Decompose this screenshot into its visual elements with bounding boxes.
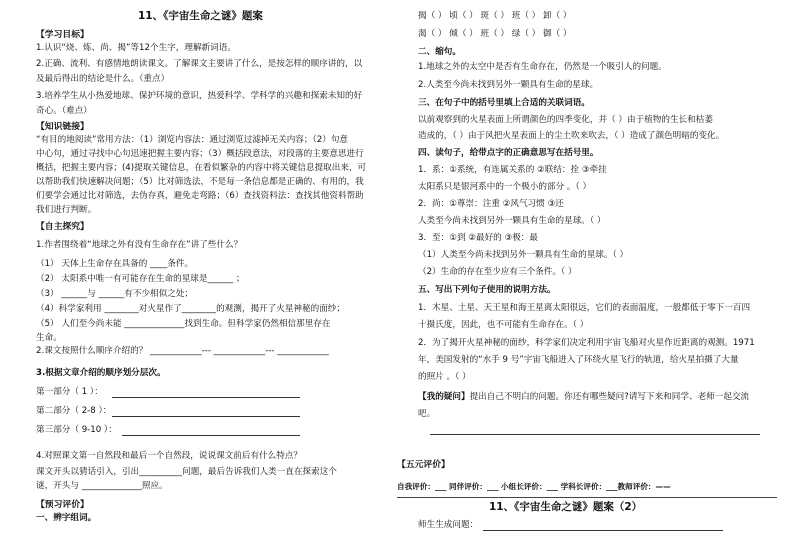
q1-item: 生命。 — [36, 333, 62, 343]
link-line: 中心句，通过寻找中心句迅速把握主要内容；（3）概括段意法，对段落的主要意思进行 — [36, 149, 364, 159]
sec5-line: 的照片 。（ ） — [418, 372, 471, 382]
sec4-line: 3．至：①到 ②最好的 ③极：最 — [418, 233, 538, 243]
goal-line: 2.正确、流利、有感情地朗读课文。了解课文主要讲了什么，是按怎样的顺序讲的，以 — [36, 59, 363, 69]
link-line: 我们进行判断。 — [36, 205, 97, 215]
my-question-text-2: 吧。 — [418, 409, 436, 419]
question-row — [418, 392, 749, 403]
sec3-line: 造成的，（ ）由于风把火星表面上的尘土吹来吹去，（ ）造成了颜色明暗的变化。 — [418, 131, 725, 141]
section-4-header: 四、读句子，给带点字的正确意思写在括号里。 — [418, 148, 599, 158]
link-line: 概括，把握主要内容；(4)提取关键信息，在看似繁杂的内容中将关键信息提取出来，可 — [36, 163, 367, 173]
sec4-line: （1）人类至今尚未找到另外一颗具有生命的星球。（ ） — [418, 250, 629, 260]
eval-line: 自我评价：___ 同伴评价：___ 小组长评价：___ 学科长评价：___教师评价：—— — [397, 482, 671, 491]
sec4-line: 人类至今尚未找到另外一颗具有生命的星球。（ ） — [418, 216, 606, 226]
section-5-header: 五、写出下列句子使用的说明方法。 — [418, 285, 556, 295]
preview-header: 【预习评价】 — [36, 500, 89, 510]
part-label: 第二部分（ 2-8 ）： — [36, 406, 112, 416]
question-3: 3.根据文章介绍的顺序划分层次。 — [36, 368, 166, 378]
sec2-item: 2.人类至今尚未找到另外一颗具有生命的星球。 — [418, 80, 599, 90]
part-label: 第一部分（ 1 ）： — [36, 387, 103, 397]
word-row: 揭（ ） 顷（ ） 斑（ ） 班（ ） 卸（ ） — [418, 11, 572, 21]
word-row: 渴（ ） 倾（ ） 班（ ） 绿（ ） 御（ ） — [418, 29, 572, 39]
goal-line: 及最后得出的结论是什么。（重点） — [36, 74, 170, 84]
goal-line: 1.认识“烧、炼、尚、揭”等12个生字，理解新词语。 — [36, 43, 236, 53]
my-question-header: 【我的疑问】 — [418, 392, 470, 402]
sec4-line: 1．系：①系统，有连属关系的 ②联结：拴 ③牵挂 — [418, 165, 607, 175]
link-line: 以帮助我们快速解决问题；（5）比对筛选法，不是每一条信息都是正确的、有用的，我 — [36, 177, 364, 187]
page-title-2: 11、《宇宙生命之谜》题案（2） — [489, 501, 643, 513]
q4-line: 谜，开头与 ______________照应。 — [36, 481, 168, 491]
right-column — [397, 0, 794, 560]
links-header: 【知识链接】 — [36, 122, 89, 132]
section-2-header: 二、缩句。 — [418, 47, 461, 57]
sec4-line: 2．尚：①尊崇：注重 ②风气习惯 ③还 — [418, 199, 564, 209]
q1-item: （2） 太阳系中唯一有可能存在生命的星球是______ ； — [36, 274, 245, 284]
link-line: “有目的地阅读”常用方法：（1）浏览内容法：通过浏览过滤掉无关内容；（2）句意 — [36, 135, 349, 145]
sec5-line: 十摄氏度，因此，也不可能有生命存在。（ ） — [418, 320, 589, 330]
answer-line[interactable] — [112, 416, 300, 417]
sec2-item: 1.地球之外的太空中是否有生命存在，仍然是一个吸引人的问题。 — [418, 62, 667, 72]
sec4-line: 太阳系只是银河系中的一个极小的部分 。（ ） — [418, 182, 592, 192]
eval-header: 【五元评价】 — [397, 460, 450, 470]
answer-line[interactable] — [122, 435, 300, 436]
q4-line: 课文开头以猜话引入，引出__________问题，最后告诉我们人类一直在探索这个 — [36, 467, 337, 477]
q1-item: （3） ______与 ______有不少相似之处； — [36, 289, 194, 299]
question-answer-line[interactable] — [430, 434, 760, 435]
sec5-line: 年，美国发射的“水手 9 号”宇宙飞船进入了环绕火星飞行的轨道，给火星拍摄了大量 — [418, 355, 739, 365]
question-4: 4.对照课文第一自然段和最后一个自然段，说说课文前后有什么特点？ — [36, 451, 303, 461]
q1-item: （1） 天体上生命存在具备的 ____条件。 — [36, 259, 194, 269]
goal-line: 3.培养学生从小热爱地球、保护环境的意识，热爱科学、学科学的兴趣和探索未知的好 — [36, 91, 363, 101]
explore-header: 【自主探究】 — [36, 222, 89, 232]
question-1: 1.作者围绕着“地球之外有没有生命存在”讲了些什么？ — [36, 240, 243, 250]
generated-questions-line[interactable] — [483, 530, 723, 531]
part-label: 第三部分（ 9-10 ）： — [36, 425, 117, 435]
link-line: 们要学会通过比对筛选，去伪存真，避免走弯路；（6）查找资料法：查找其他资料帮助 — [36, 191, 364, 201]
sec4-line: （2）生命的存在至少应有三个条件。（ ） — [418, 267, 577, 277]
q1-item: （5） 人们至今尚未能 ______________找到生命。但科学家仍然相信那里存在 — [36, 319, 331, 329]
section-3-header: 三、在句子中的括号里填上合适的关联词语。 — [418, 98, 590, 108]
sec3-line: 以前观察到的火星表面上所谓颜色的四季变化，并（ ）由于植物的生长和枯萎 — [418, 115, 713, 125]
q1-item: （4）科学家利用 ________对火星作了________的观测，揭开了火星神秘的面纱； — [36, 304, 345, 314]
generated-questions-label: 师生生成问题： — [418, 520, 479, 530]
my-question-text: 提出自己不明白的问题。你还有哪些疑问?请写下来和同学、老师一起交流 — [469, 392, 750, 402]
sec5-line: 2．为了揭开火星神秘的面纱，科学家们决定利用宇宙飞船对火星作近距离的观测。1971 — [418, 338, 755, 348]
answer-line[interactable] — [112, 397, 300, 398]
goal-line: 奇心。（难点） — [36, 106, 92, 116]
sec5-line: 1．木星、土星、天王星和海王星离太阳很远，它们的表面温度，一般都低于零下一百四 — [418, 303, 751, 313]
page-title: 11、《宇宙生命之谜》题案 — [138, 10, 263, 22]
goals-header: 【学习目标】 — [36, 30, 89, 40]
preview-subheader: 一、辨字组词。 — [36, 513, 97, 523]
divider — [397, 497, 777, 498]
question-2: 2.课文按照什么顺序介绍的？ ____________--- ____________--- ____________ — [36, 346, 329, 356]
